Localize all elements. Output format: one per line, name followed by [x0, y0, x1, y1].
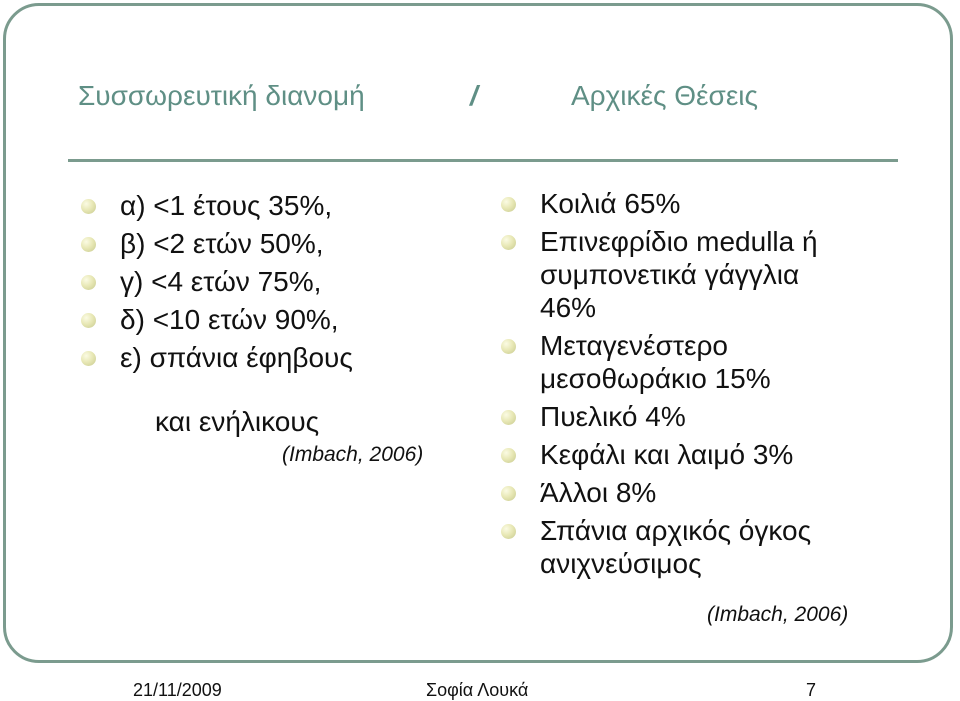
- list-item: Μεταγενέστερο μεσοθωράκιο 15%: [498, 329, 818, 395]
- title-right: Αρχικές Θέσεις: [571, 80, 759, 111]
- list-item: γ) <4 ετών 75%,: [78, 263, 353, 301]
- left-citation: (Imbach, 2006): [282, 443, 424, 466]
- list-item: Επινεφρίδιο medulla ή συμπονετικά γάγγλια 46%: [498, 225, 818, 324]
- right-citation: (Imbach, 2006): [707, 603, 849, 626]
- list-item: Άλλοι 8%: [498, 476, 818, 509]
- page-number: 7: [806, 680, 817, 700]
- list-item: Κεφάλι και λαιμό 3%: [498, 438, 818, 471]
- age-distribution-list: [78, 187, 353, 377]
- list-item: Σπάνια αρχικός όγκος ανιχνεύσιμος: [498, 514, 818, 580]
- list-item: Κοιλιά 65%: [498, 187, 818, 220]
- primary-site-list: [498, 187, 818, 585]
- list-item: α) <1 έτους 35%,: [78, 187, 353, 225]
- title-left: Συσσωρευτική διανομή: [78, 80, 365, 111]
- list-item: Πυελικό 4%: [498, 400, 818, 433]
- footer-author: Σοφία Λουκά: [426, 680, 529, 700]
- title-separator: /: [470, 80, 478, 111]
- list-item: δ) <10 ετών 90%,: [78, 301, 353, 339]
- slide-title: [0, 80, 960, 124]
- footer-date: 21/11/2009: [133, 680, 222, 700]
- list-item: β) <2 ετών 50%,: [78, 225, 353, 263]
- title-divider: [68, 159, 898, 162]
- list-item: ε) σπάνια έφηβους: [78, 339, 353, 377]
- list-item-continuation: και ενήλικους: [155, 406, 320, 437]
